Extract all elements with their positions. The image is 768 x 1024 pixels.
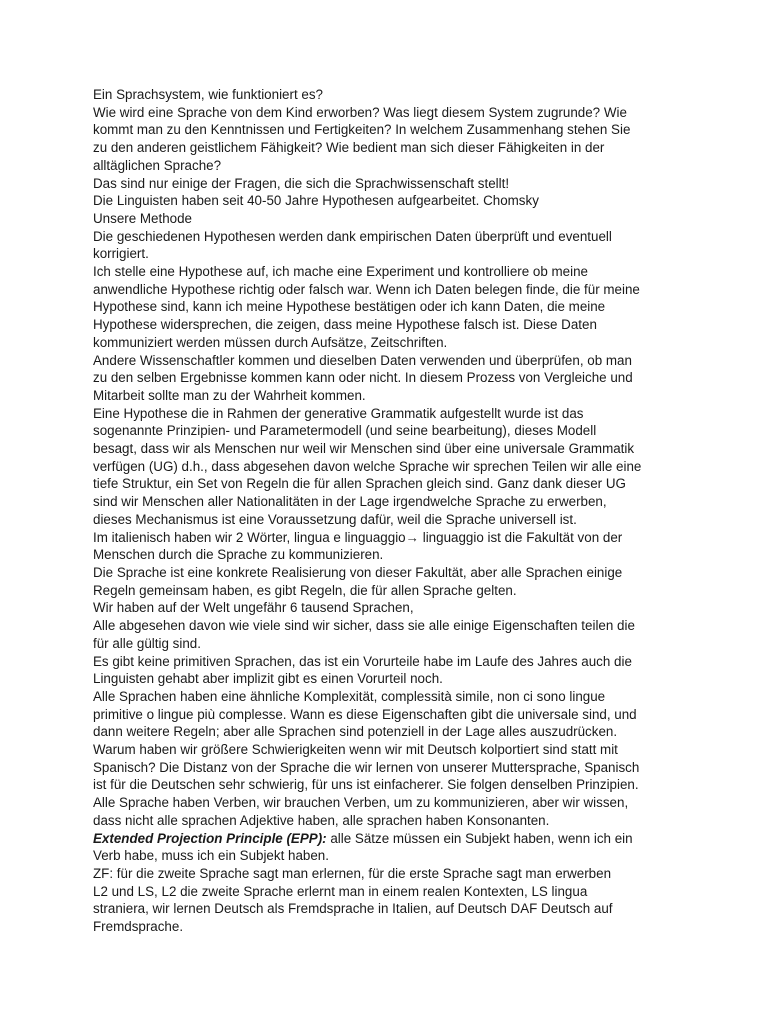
paragraph-lingua-linguaggio: Im italienisch haben wir 2 Wörter, lingua e linguaggio→ linguaggio ist die Fakultät von der Menschen durch die Sprache zu kommunizieren. [93,529,623,563]
paragraph-universal-grammar: Eine Hypothese die in Rahmen der generative Grammatik aufgestellt wurde ist das sogenannte Prinzipien- und Parametermodell (und seine bearbeitung), dieses Modell besagt, dass wir als Menschen nur weil wir Menschen sind über eine universale Grammatik verfügen (UG) d.h., dass abgesehen davon welche Sprache wir sprechen Teilen wir alle eine tiefe Struktur, ein Set von Regeln die für allen Sprachen gleich sind. Ganz dank dieser UG sind wir Menschen aller Nationalitäten in der Lage irgendwelche Sprache zu erwerben, dieses Mechanismus ist eine Voraussetzung dafür, weil die Sprache universell ist. [93,405,642,527]
paragraph-method-heading: Unsere Methode [93,210,192,226]
paragraph-epp [93,830,693,865]
paragraph-complexity: Alle Sprachen haben eine ähnliche Komplexität, complessità simile, non ci sono lingue primitive o lingue più complesse. Wann es diese Eigenschaften gibt die universale sind, und dann weitere Regeln; aber alle Sprachen sind potenziell in der Lage alles auszudrücken. [93,688,637,740]
paragraph-no-primitive: Es gibt keine primitiven Sprachen, das ist ein Vorurteile habe im Laufe des Jahres auch die Linguisten gehabt aber implizit gibt es einen Vorurteil noch. [93,653,632,687]
paragraph-concrete-realization: Die Sprache ist eine konkrete Realisierung von dieser Fakultät, aber alle Sprachen einige Regeln gemeinsam haben, es gibt Regeln, die für allen Sprache gelten. [93,564,623,598]
paragraph-shared-properties: Alle abgesehen davon wie viele sind wir sicher, dass sie alle einige Eigenschaften teilen die für alle gültig sind. [93,618,635,651]
paragraph-chomsky: Die Linguisten haben seit 40-50 Jahre Hypothesen aufgearbeitet. Chomsky [93,193,539,209]
epp-text: alle Sätze müssen ein Subjekt haben, wenn ich ein Verb habe, muss ich ein Subjekt haben. [93,830,633,864]
paragraph-difficulty: Warum haben wir größere Schwierigkeiten wenn wir mit Deutsch kolportiert sind statt mit Spanisch? Die Distanz von der Sprache die wir lernen von unserer Muttersprache, Spanisch ist für die Deutschen sehr schwierig, für uns ist einfacherer. Sie folgen denselben Prinzipien. [93,742,640,793]
paragraph-linguistics-questions: Das sind nur einige der Fragen, die sich die Sprachwissenschaft stellt! [93,175,510,191]
paragraph-zf: ZF: für die zweite Sprache sagt man erlernen, für die erste Sprache sagt man erwerben L2 und LS, L2 die zweite Sprache erlernt man in einem realen Kontexten, LS lingua straniera, wir lernen Deutsch als Fremdsprache in Italien, auf Deutsch DAF Deutsch auf Fremdsprache. [93,865,613,935]
paragraph-verbs: Alle Sprache haben Verben, wir brauchen Verben, um zu kommunizieren, aber wir wissen, dass nicht alle sprachen Adjektive haben, alle sprachen haben Konsonanten. [93,795,629,828]
paragraph-title: Ein Sprachsystem, wie funktioniert es? [93,87,323,102]
paragraph-experiment: Ich stelle eine Hypothese auf, ich mache eine Experiment und kontrolliere ob meine anwendliche Hypothese richtig oder falsch war. Wenn ich Daten belegen finde, die für meine Hypothese sind, kann ich meine Hypothese bestätigen oder ich kann Daten, die meine Hypothese widersprechen, die zeigen, dass meine Hypothese falsch ist. Diese Daten kommuniziert werden müssen durch Aufsätze, Zeitschriften. [93,264,640,350]
paragraph-hypotheses-checked: Die geschiedenen Hypothesen werden dank empirischen Daten überprüft und eventuell korrigiert. [93,228,612,262]
paragraph-other-scientists: Andere Wissenschaftler kommen und dieselben Daten verwenden und überprüfen, ob man zu den selben Ergebnisse kommen kann oder nicht. In diesem Prozess von Vergleiche und Mitarbeit sollte man zu der Wahrheit kommen. [93,352,633,403]
paragraph-questions: Wie wird eine Sprache von dem Kind erworben? Was liegt diesem System zugrunde? Wie kommt man zu den Kenntnissen und Fertigkeiten? In welchem Zusammenhang stehen Sie zu den anderen geistlichem Fähigkeit? Wie bedient man sich dieser Fähigkeiten in der alltäglichen Sprache? [93,104,631,173]
paragraph-six-thousand: Wir haben auf der Welt ungefähr 6 tausend Sprachen, [93,600,414,616]
epp-term: Extended Projection Principle (EPP): [93,830,327,846]
document-page [93,86,693,936]
